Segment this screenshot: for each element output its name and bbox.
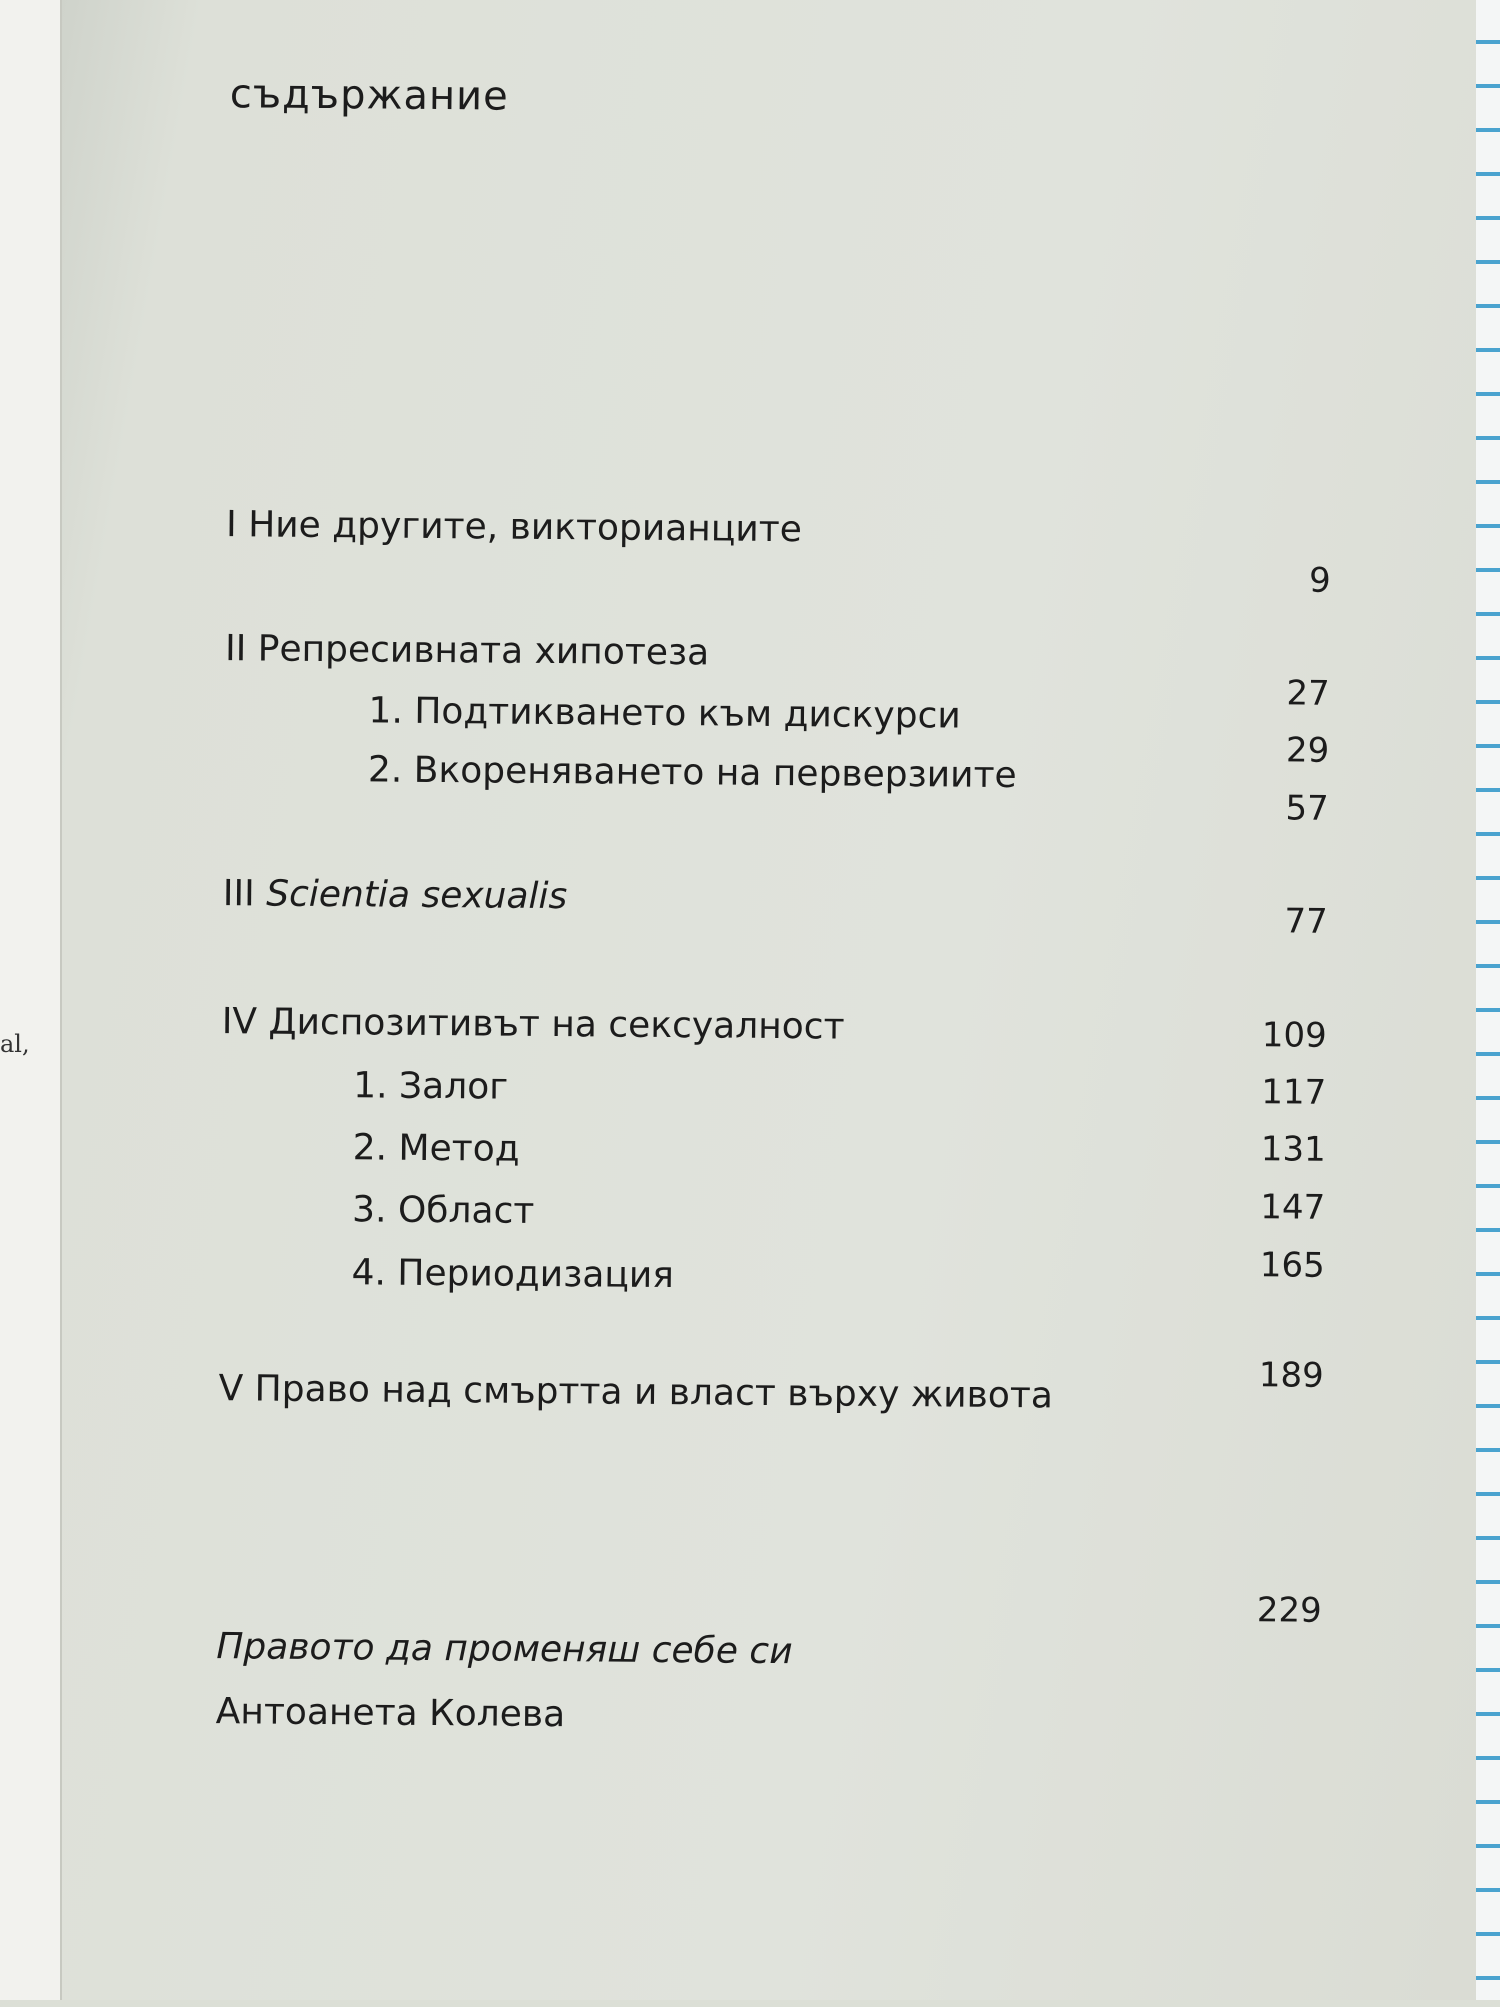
page-number-2-1: 29: [1285, 730, 1330, 771]
toc-entry-2: II Репресивната хипотеза: [224, 628, 710, 674]
toc-heading: съдържание: [229, 71, 509, 120]
page-number-4: 109: [1261, 1015, 1327, 1056]
toc-entry-4-1: 1. Залог: [353, 1065, 509, 1108]
toc-entry-3-prefix: III: [222, 873, 267, 915]
book-page: [62, 0, 1476, 2000]
toc-entry-5: V Право над смъртта и власт върху живота: [218, 1368, 1054, 1417]
toc-entry-4: IV Диспозитивът на сексуалност: [221, 1001, 845, 1048]
table-of-contents: [53, 0, 1484, 2007]
page-number-3: 77: [1284, 901, 1328, 942]
page-number-1: 9: [1308, 560, 1331, 601]
toc-entry-2-2: 2. Вкореняването на перверзиите: [367, 749, 1017, 797]
page-number-2: 27: [1286, 673, 1330, 714]
toc-entry-4-4: 4. Периодизация: [351, 1252, 675, 1297]
left-page-edge: [0, 0, 62, 2000]
afterword-title: Правото да променяш себе си: [216, 1626, 793, 1673]
page-number-4-1: 117: [1261, 1072, 1327, 1113]
toc-entry-2-1: 1. Подтикването към дискурси: [368, 690, 961, 737]
toc-entry-4-2: 2. Метод: [352, 1127, 520, 1170]
page-number-afterword: 229: [1256, 1590, 1322, 1631]
page-number-4-3: 147: [1260, 1187, 1326, 1228]
left-page-text: al,: [0, 1030, 30, 1058]
afterword-author: Антоанета Колева: [215, 1691, 566, 1736]
page-number-5: 189: [1258, 1355, 1324, 1396]
toc-entry-3-title: Scientia sexualis: [266, 873, 568, 918]
page-number-2-2: 57: [1285, 788, 1329, 829]
notebook-edge: [1476, 0, 1500, 2000]
page-number-4-2: 131: [1260, 1129, 1326, 1170]
toc-entry-4-3: 3. Област: [351, 1189, 535, 1232]
toc-entry-3: [223, 873, 568, 917]
toc-entry-1: I Ние другите, викторианците: [225, 504, 802, 551]
page-number-4-4: 165: [1259, 1245, 1325, 1286]
